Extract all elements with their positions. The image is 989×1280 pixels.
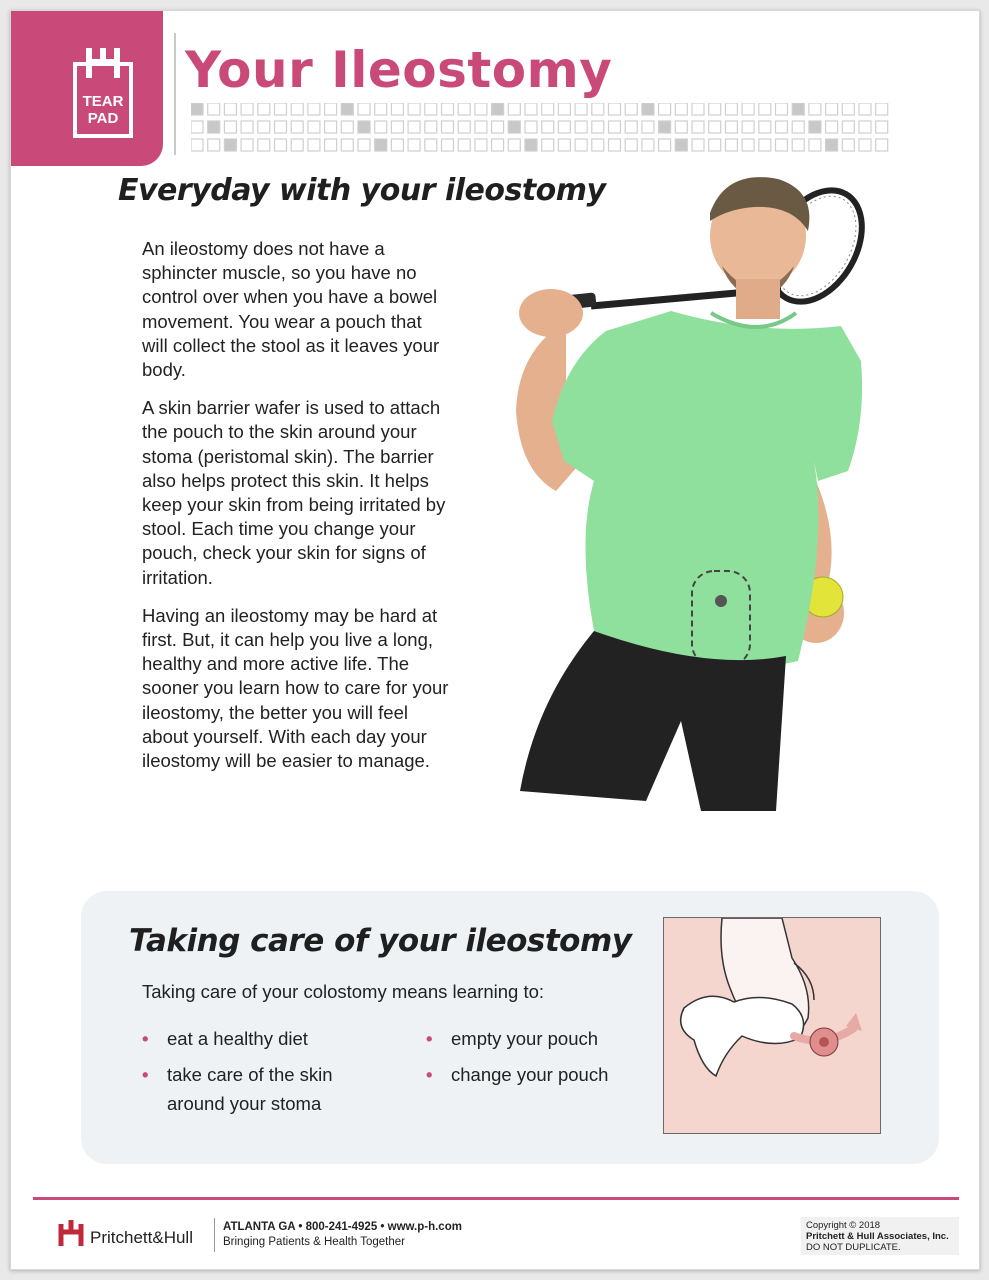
decorative-square bbox=[458, 139, 470, 151]
decorative-square bbox=[258, 121, 270, 133]
decorative-square bbox=[525, 103, 537, 115]
decorative-square bbox=[425, 139, 437, 151]
decorative-square bbox=[258, 139, 270, 151]
decorative-square bbox=[375, 103, 387, 115]
decorative-square bbox=[308, 139, 320, 151]
decorative-square bbox=[575, 103, 587, 115]
decorative-square bbox=[525, 139, 537, 151]
decorative-square bbox=[725, 121, 737, 133]
decorative-square bbox=[492, 103, 504, 115]
care-list-left bbox=[142, 1024, 392, 1125]
decorative-square bbox=[375, 121, 387, 133]
decorative-square bbox=[492, 139, 504, 151]
care-intro: Taking care of your colostomy means learning to: bbox=[142, 981, 545, 1002]
decorative-square bbox=[876, 103, 888, 115]
list-item-text: empty your pouch bbox=[451, 1028, 599, 1049]
decorative-square bbox=[224, 103, 236, 115]
decorative-square bbox=[542, 139, 554, 151]
paragraph-2: A skin barrier wafer is used to attach the pouch to the skin around your stoma (peristomal skin). The barrier also helps protect this skin. It helps keep your skin from being irritated by stool. Each time you change your pouch, check your skin for signs of irritation. bbox=[142, 397, 446, 588]
decorative-squares bbox=[191, 103, 891, 155]
decorative-square bbox=[642, 139, 654, 151]
decorative-square bbox=[592, 103, 604, 115]
decorative-square bbox=[375, 139, 387, 151]
decorative-square bbox=[525, 121, 537, 133]
footer-divider bbox=[33, 1197, 959, 1200]
bullet-icon: • bbox=[142, 1064, 149, 1085]
decorative-square bbox=[759, 139, 771, 151]
decorative-square bbox=[358, 121, 370, 133]
tear-pad-label bbox=[73, 93, 133, 127]
decorative-square bbox=[776, 103, 788, 115]
decorative-square bbox=[675, 103, 687, 115]
decorative-square bbox=[325, 103, 337, 115]
decorative-square bbox=[558, 121, 570, 133]
decorative-square bbox=[308, 103, 320, 115]
care-list-right bbox=[426, 1024, 656, 1096]
footer-contact: ATLANTA GA • 800-241-4925 • www.p-h.com bbox=[223, 1221, 462, 1233]
decorative-square bbox=[291, 121, 303, 133]
decorative-square bbox=[291, 139, 303, 151]
decorative-square bbox=[275, 121, 287, 133]
decorative-square bbox=[458, 121, 470, 133]
decorative-square bbox=[609, 121, 621, 133]
decorative-square bbox=[275, 103, 287, 115]
footer-brand: Pritchett&Hull bbox=[90, 1228, 193, 1247]
page-title: Your Ileostomy bbox=[185, 41, 613, 99]
decorative-square bbox=[391, 139, 403, 151]
footer-address bbox=[223, 1220, 462, 1250]
decorative-square bbox=[425, 103, 437, 115]
decorative-square bbox=[341, 103, 353, 115]
decorative-square bbox=[625, 139, 637, 151]
decorative-square bbox=[876, 139, 888, 151]
decorative-square bbox=[575, 121, 587, 133]
decorative-square bbox=[542, 121, 554, 133]
decorative-square bbox=[642, 121, 654, 133]
ph-logo-icon bbox=[57, 1218, 85, 1248]
bullet-icon: • bbox=[142, 1028, 149, 1049]
decorative-square bbox=[508, 121, 520, 133]
paragraph-1: An ileostomy does not have a sphincter muscle, so you have no control over when you have a bowel movement. You wear a pouch that will collect the stool as it leaves your body. bbox=[142, 238, 440, 381]
decorative-square bbox=[425, 121, 437, 133]
decorative-square bbox=[308, 121, 320, 133]
decorative-square bbox=[675, 121, 687, 133]
decorative-square bbox=[241, 121, 253, 133]
decorative-square bbox=[709, 121, 721, 133]
decorative-square bbox=[208, 121, 220, 133]
decorative-square bbox=[442, 103, 454, 115]
decorative-square bbox=[341, 139, 353, 151]
tab-line-2: PAD bbox=[87, 110, 119, 127]
list-item bbox=[426, 1024, 656, 1053]
list-item bbox=[426, 1060, 656, 1089]
copyright-line-2: Pritchett & Hull Associates, Inc. bbox=[806, 1231, 949, 1242]
footer-separator bbox=[214, 1218, 215, 1252]
decorative-square bbox=[325, 139, 337, 151]
decorative-square bbox=[325, 121, 337, 133]
decorative-square bbox=[592, 121, 604, 133]
decorative-square bbox=[776, 121, 788, 133]
decorative-square bbox=[826, 121, 838, 133]
decorative-square bbox=[358, 139, 370, 151]
decorative-square bbox=[659, 103, 671, 115]
decorative-square bbox=[458, 103, 470, 115]
decorative-square bbox=[191, 121, 203, 133]
decorative-square bbox=[542, 103, 554, 115]
decorative-square bbox=[842, 139, 854, 151]
decorative-square bbox=[508, 103, 520, 115]
decorative-square bbox=[859, 103, 871, 115]
decorative-square bbox=[725, 139, 737, 151]
decorative-square bbox=[742, 139, 754, 151]
copyright-box bbox=[801, 1217, 959, 1255]
decorative-square bbox=[558, 103, 570, 115]
decorative-square bbox=[224, 121, 236, 133]
decorative-square bbox=[191, 139, 203, 151]
hand-wiping-stoma-icon bbox=[664, 918, 880, 1133]
decorative-square bbox=[709, 103, 721, 115]
decorative-square bbox=[859, 139, 871, 151]
decorative-square bbox=[475, 103, 487, 115]
list-item-text: take care of the skin around your stoma bbox=[167, 1064, 333, 1114]
decorative-square bbox=[475, 139, 487, 151]
decorative-square bbox=[859, 121, 871, 133]
decorative-square bbox=[408, 139, 420, 151]
decorative-square bbox=[609, 139, 621, 151]
decorative-square bbox=[442, 121, 454, 133]
list-item-text: change your pouch bbox=[451, 1064, 609, 1085]
decorative-square bbox=[792, 121, 804, 133]
decorative-square bbox=[675, 139, 687, 151]
decorative-square bbox=[358, 103, 370, 115]
decorative-square bbox=[558, 139, 570, 151]
decorative-square bbox=[408, 121, 420, 133]
decorative-square bbox=[191, 103, 203, 115]
decorative-square bbox=[876, 121, 888, 133]
handout-page bbox=[10, 10, 980, 1270]
decorative-square bbox=[659, 121, 671, 133]
decorative-square bbox=[842, 121, 854, 133]
decorative-square bbox=[625, 103, 637, 115]
decorative-square bbox=[792, 103, 804, 115]
decorative-square bbox=[742, 103, 754, 115]
tear-pad-tab bbox=[11, 11, 163, 166]
decorative-square bbox=[826, 139, 838, 151]
decorative-square bbox=[659, 139, 671, 151]
list-item bbox=[142, 1024, 392, 1053]
decorative-square bbox=[241, 103, 253, 115]
bullet-icon: • bbox=[426, 1028, 433, 1049]
decorative-square bbox=[792, 139, 804, 151]
decorative-square bbox=[725, 103, 737, 115]
section-everyday-body bbox=[142, 237, 452, 787]
decorative-square bbox=[759, 103, 771, 115]
decorative-square bbox=[224, 139, 236, 151]
decorative-square bbox=[341, 121, 353, 133]
decorative-square bbox=[391, 103, 403, 115]
decorative-square bbox=[609, 103, 621, 115]
tab-line-1: TEAR bbox=[82, 93, 124, 110]
decorative-square bbox=[809, 139, 821, 151]
decorative-square bbox=[642, 103, 654, 115]
decorative-square bbox=[575, 139, 587, 151]
decorative-square bbox=[842, 103, 854, 115]
decorative-square bbox=[291, 103, 303, 115]
tennis-player-photo bbox=[496, 161, 866, 816]
decorative-square bbox=[692, 103, 704, 115]
decorative-square bbox=[809, 121, 821, 133]
decorative-square bbox=[275, 139, 287, 151]
decorative-square bbox=[241, 139, 253, 151]
copyright-line-3: DO NOT DUPLICATE. bbox=[806, 1242, 901, 1253]
decorative-square bbox=[258, 103, 270, 115]
decorative-square bbox=[742, 121, 754, 133]
decorative-square bbox=[508, 139, 520, 151]
decorative-square bbox=[709, 139, 721, 151]
section-care-title: Taking care of your ileostomy bbox=[129, 923, 632, 959]
decorative-square bbox=[625, 121, 637, 133]
list-item-text: eat a healthy diet bbox=[167, 1028, 308, 1049]
decorative-square bbox=[492, 121, 504, 133]
decorative-square bbox=[759, 121, 771, 133]
decorative-square bbox=[391, 121, 403, 133]
header-divider bbox=[174, 33, 176, 155]
decorative-square bbox=[442, 139, 454, 151]
decorative-square bbox=[809, 103, 821, 115]
footer-tagline: Bringing Patients & Health Together bbox=[223, 1236, 405, 1248]
decorative-square bbox=[208, 103, 220, 115]
stoma-cleaning-illustration bbox=[663, 917, 881, 1134]
decorative-square bbox=[475, 121, 487, 133]
paragraph-3: Having an ileostomy may be hard at first. But, it can help you live a long, healthy and more active life. The sooner you learn how to care for your ileostomy, the better you will feel about yourself. With each day your ileostomy will be easier to manage. bbox=[142, 604, 449, 772]
decorative-square bbox=[692, 139, 704, 151]
decorative-square bbox=[826, 103, 838, 115]
decorative-square bbox=[692, 121, 704, 133]
decorative-square bbox=[408, 103, 420, 115]
bullet-icon: • bbox=[426, 1064, 433, 1085]
list-item bbox=[142, 1060, 392, 1118]
decorative-square bbox=[208, 139, 220, 151]
section-everyday-title: Everyday with your ileostomy bbox=[118, 173, 606, 208]
decorative-square bbox=[776, 139, 788, 151]
copyright-line-1: Copyright © 2018 bbox=[806, 1220, 881, 1231]
decorative-square bbox=[592, 139, 604, 151]
